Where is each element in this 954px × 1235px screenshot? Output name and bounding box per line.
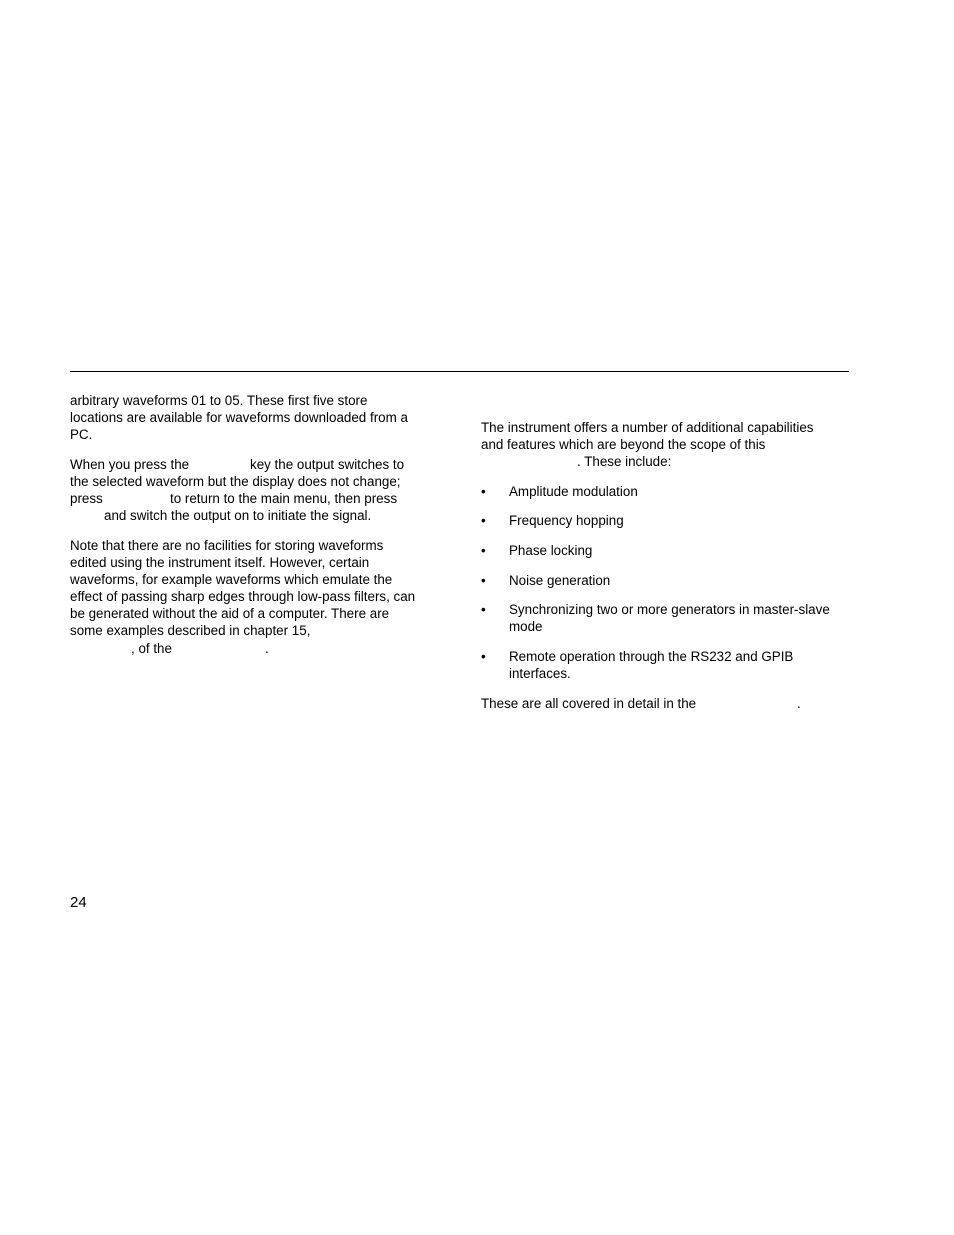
bullet-icon: • — [481, 513, 486, 528]
header-rule — [70, 371, 849, 372]
list-item-text: interfaces. — [509, 666, 571, 681]
text-line: edited using the instrument itself. However, certain — [70, 555, 370, 570]
text-line: press — [70, 491, 103, 506]
list-item-text: Frequency hopping — [509, 513, 624, 528]
list-item-text: Synchronizing two or more generators in master-slave — [509, 602, 830, 617]
bullet-icon: • — [481, 602, 486, 617]
text-line: key the output switches to — [250, 457, 405, 472]
text-line: When you press the — [70, 457, 190, 472]
page-number: 24 — [70, 894, 87, 911]
text-line: arbitrary waveforms 01 to 05. These first five store — [70, 393, 368, 408]
text-line: waveforms, for example waveforms which emulate the — [70, 572, 393, 587]
text-line: to return to the main menu, then press — [170, 491, 398, 506]
text-line: , of the — [131, 641, 172, 656]
bullet-icon: • — [481, 543, 486, 558]
bullet-icon: • — [481, 484, 486, 499]
list-item-text: mode — [509, 619, 543, 634]
text-line: effect of passing sharp edges through low-pass filters, can — [70, 589, 416, 604]
text-line: the selected waveform but the display does not change; — [70, 474, 401, 489]
list-item-text: Amplitude modulation — [509, 484, 638, 499]
text-line: and features which are beyond the scope of this — [481, 437, 766, 452]
text-line: . — [797, 696, 801, 711]
bullet-icon: • — [481, 573, 486, 588]
text-line: and switch the output on to initiate the signal. — [104, 508, 372, 523]
text-line: PC. — [70, 427, 93, 442]
text-line: . — [265, 641, 269, 656]
bullet-icon: • — [481, 649, 486, 664]
text-line: These are all covered in detail in the — [481, 696, 697, 711]
list-item-text: Phase locking — [509, 543, 593, 558]
text-line: The instrument offers a number of additional capabilities — [481, 420, 814, 435]
text-line: locations are available for waveforms downloaded from a — [70, 410, 408, 425]
list-item-text: Remote operation through the RS232 and GPIB — [509, 649, 794, 664]
text-line: Note that there are no facilities for storing waveforms — [70, 538, 384, 553]
list-item-text: Noise generation — [509, 573, 611, 588]
text-line: be generated without the aid of a computer. There are — [70, 606, 390, 621]
text-line: . These include: — [577, 454, 672, 469]
text-line: some examples described in chapter 15, — [70, 623, 311, 638]
